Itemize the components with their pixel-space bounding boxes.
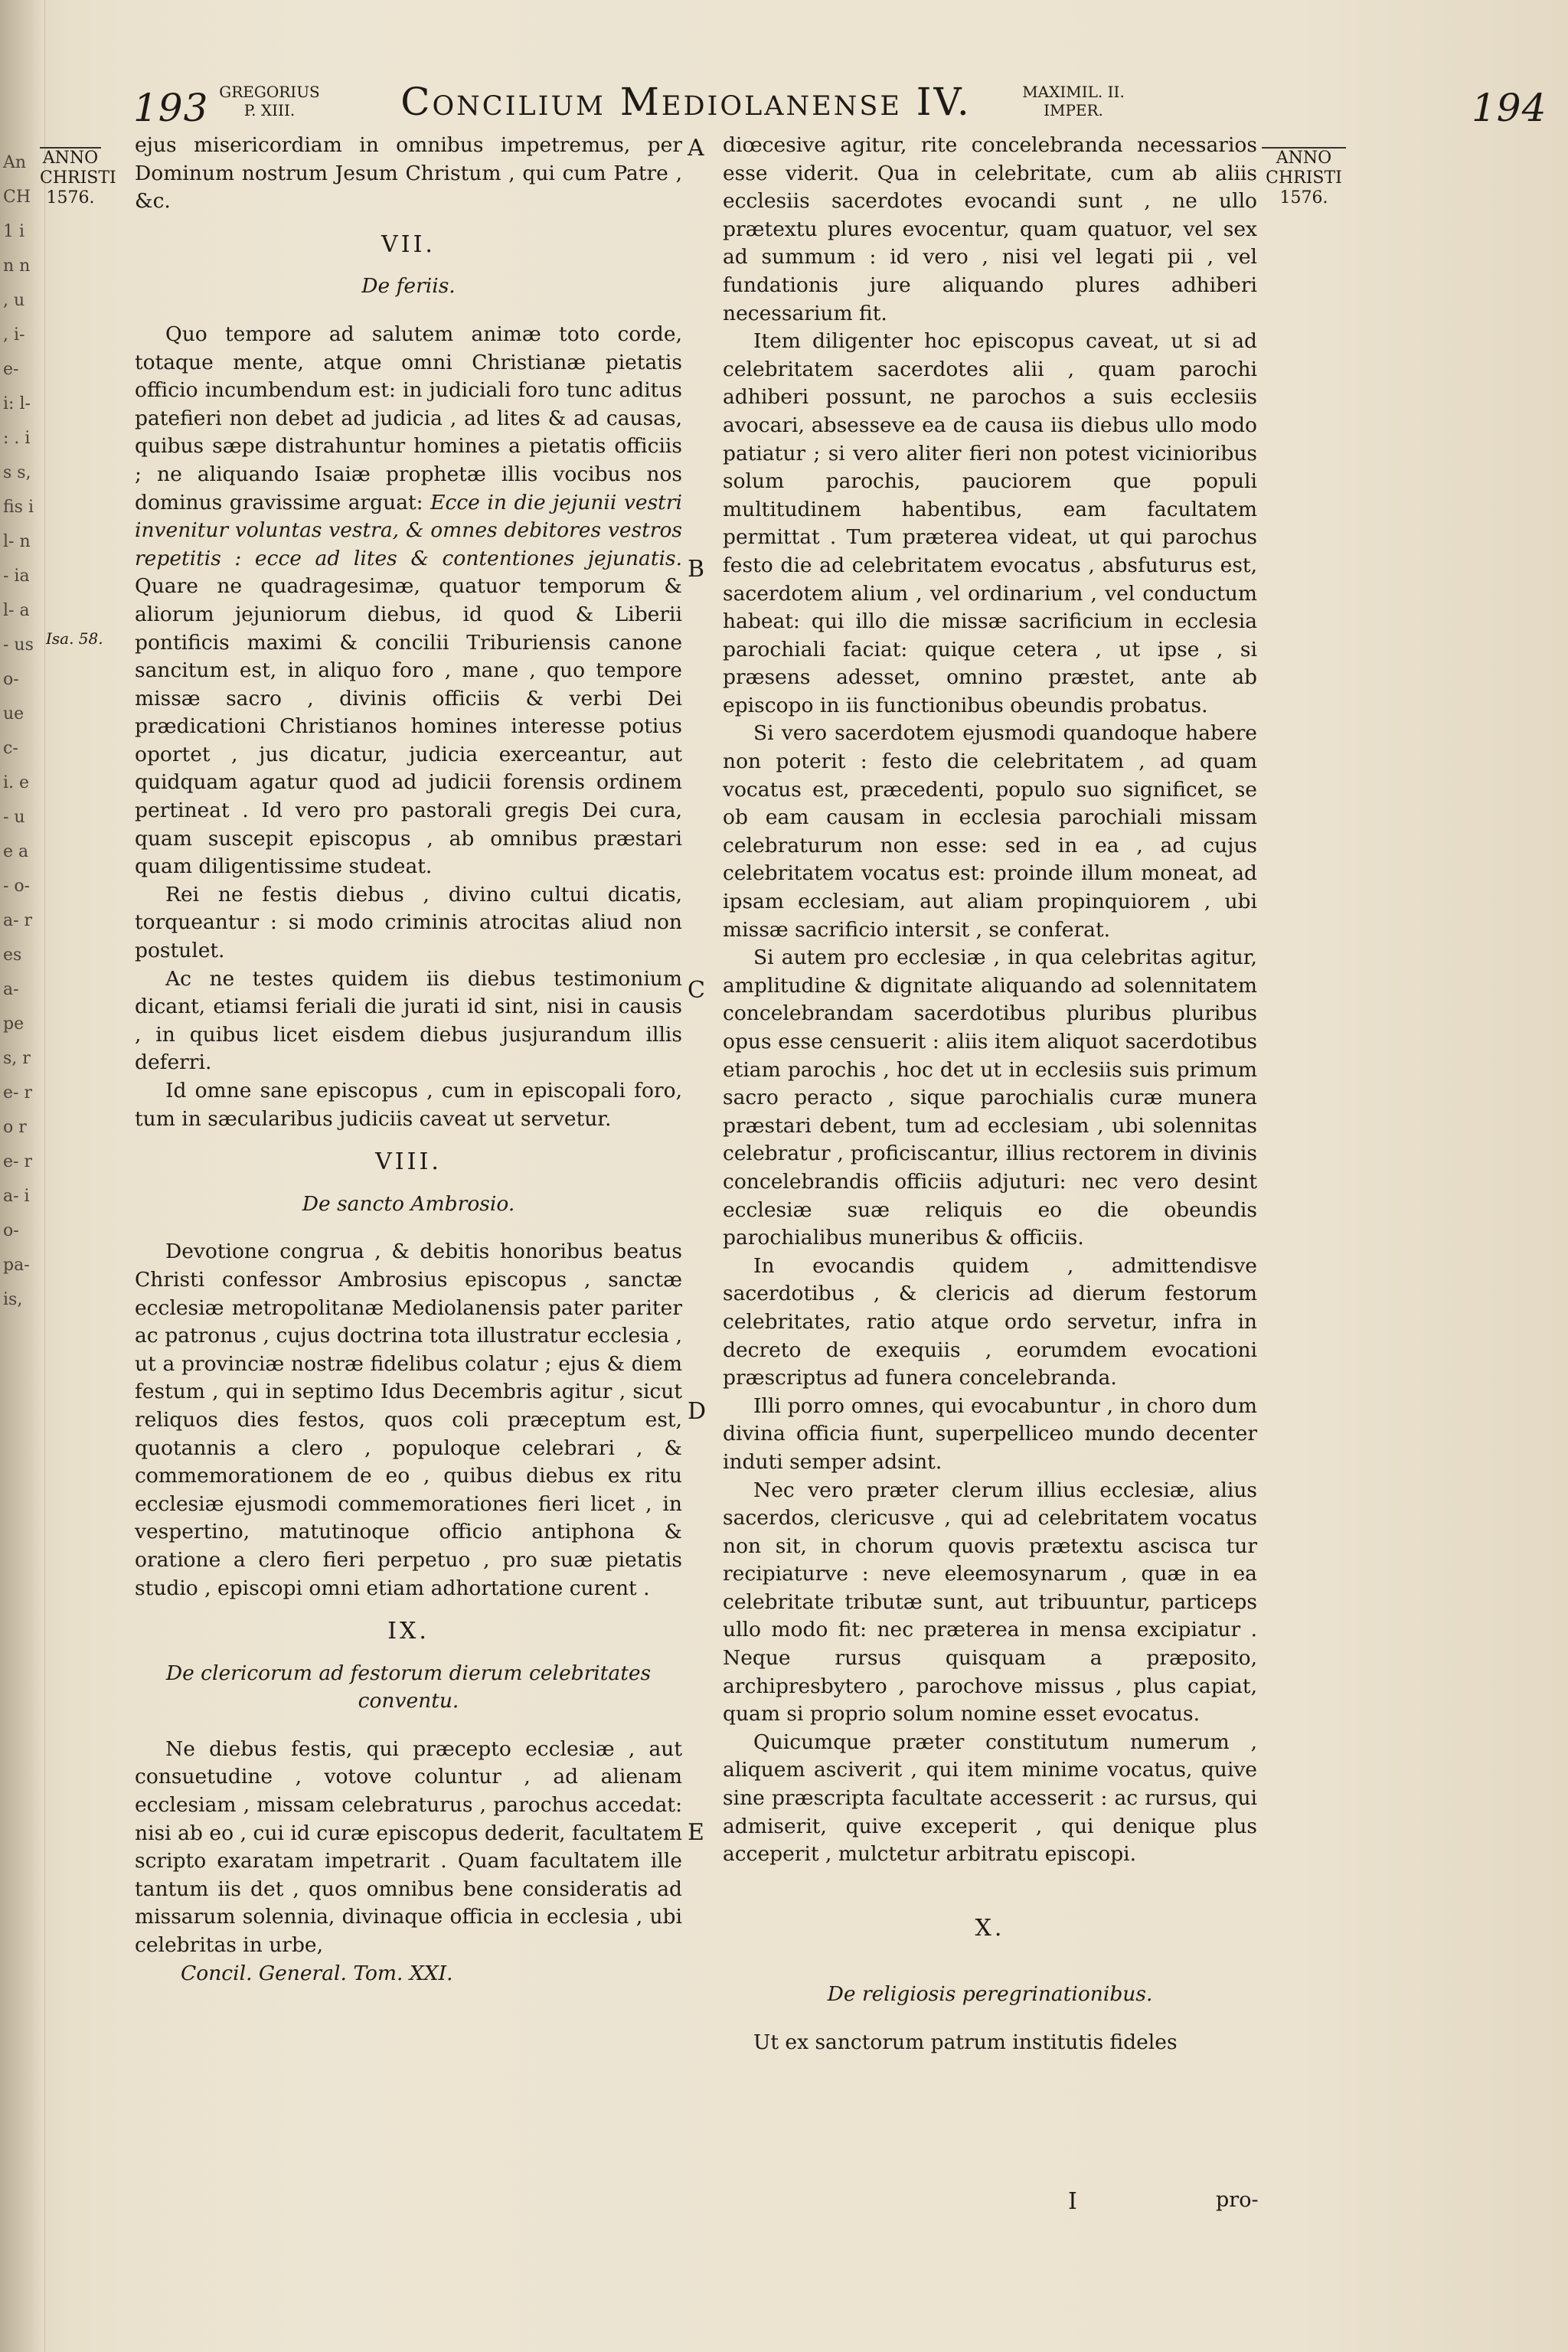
section-title: De clericorum ad festorum dierum celebritates conventu. — [165, 1661, 652, 1713]
section-number: X. — [975, 1914, 1005, 1942]
margin-year-left — [40, 147, 116, 208]
section-marker-e: E — [688, 1819, 704, 1846]
text-run: Quare ne quadragesimæ, quatuor temporum & aliorum jejuniorum diebus, id quod & Liberii pontificis maximi & concilii Triburiensis canone sancitum est, in aliquo foro , mane , quo tempore missæ sacro , divinis officiis & verbi Dei prædicationi Christianos homines interesse potius oportet , jus dicatur, judicia exerceantur, aut quidquam agatur quod ad judicii forensis ordinem pertineat . Id vero pro pastorali gregis Dei cura, quam suscepit episcopus , ab omnibus præstari quam diligentissime studeat. — [135, 574, 682, 879]
gutter-bleed-text: An CH 1 i n n , u , i- e- i: l- : . is s, fis il- n- ia l- a- us o- ue c- i. e- ue a- o- a- res a- pe s, re- ro re- ra- io- pa- is, — [3, 153, 34, 1309]
section-title: De religiosis peregrinationibus. — [827, 1982, 1153, 2007]
signature-mark: I — [1068, 2188, 1077, 2215]
page-number-left: 193 — [133, 86, 209, 130]
paragraph: Ne diebus festis, qui præcepto ecclesiæ , aut consuetudine , votove coluntur , ad alienam ecclesiam , missam celebraturus , parochus accedat: nisi ab eo , cui id curæ episcopus dederit, facultatem scripto exaratam impetrarit . Quam facultatem ille tantum iis det , quos omnibus bene consideratis ad missarum solennia, divinaque officia in ecclesia , ubi celebritas in urbe, — [135, 1736, 682, 1958]
running-title: Concilium Mediolanense IV. — [400, 80, 972, 124]
section-number: VII. — [381, 230, 436, 258]
section-number: IX. — [387, 1618, 430, 1645]
page-number-right: 194 — [1472, 86, 1547, 130]
paragraph: Nec vero præter clerum illius ecclesiæ, alius sacerdos, clericusve , qui ad celebritatem vocatus non sit, in chorum quovis prætextu ascisca tur recipiaturve : neve eleemosynarum , quæ in ea celebritate tributæ sunt, aut tribuuntur, particeps ullo modo fit: nec præterea in mensa excipiatur . Neque rursus quisquam a præposito, archipresbytero , parochove missus , plus capiat, quam si proprio solum nomine esset evocatus. — [723, 1478, 1257, 1726]
christi-label: CHRISTI — [40, 168, 116, 188]
section-number: VIII. — [375, 1148, 442, 1176]
section-marker-c: C — [688, 977, 705, 1004]
paragraph: Item diligenter hoc episcopus caveat, ut si ad celebritatem sacerdotes alii , quam parochi adhiberi possunt, ne parochos a suis ecclesiis avocari, absesseve ea de causa iis diebus ullo modo patiatur ; si vero aliter fieri non potest vicinioribus solum parochis, pauciorem que populi multitudinem habentibus, eam facultatem permittat . Tum præterea videat, ut qui parochus festo die ad celebritatem evocatus , absfuturus est, sacerdotem alium , vel ordinarium , vel conductum habeat: qui illo die missæ sacrificium in ecclesia parochiali faciat: quique cetera , ut ipse , si præsens adesset, omnino præstet, ante ab episcopo in iis functionibus obeundis probatus. — [723, 329, 1257, 717]
paragraph: diœcesive agitur, rite concelebranda necessarios esse viderit. Qua in celebritate, cum ab aliis ecclesiis sacerdotes evocandi sunt , ne ullo prætextu plures evocentur, quam quatuor, vel sex ad summum : id vero , nisi vel legati pii , vel fundationis jure aliquando plures adhiberi necessarium fit. — [723, 133, 1257, 325]
paragraph: Ut ex sanctorum patrum institutis fideles — [753, 2030, 1178, 2054]
paragraph — [135, 321, 682, 881]
right-column — [723, 132, 1257, 2057]
paragraph: Id omne sane episcopus , cum in episcopali foro, tum in sæcularibus judiciis caveat ut servetur. — [135, 1079, 682, 1131]
paragraph: Si vero sacerdotem ejusmodi quandoque habere non poterit : festo die celebritatem , ad quam vocatus est, præcedenti, populo suo significet, se ob eam causam in ecclesia parochiali missam celebraturum non esse: sed in ea , ad cujus celebritatem vocatus est: proinde illum moneat, ad ipsam ecclesiam, aut aliam propinquiorem , ubi missæ sacrificio intersit , se conferat. — [723, 721, 1257, 942]
binding-gutter — [0, 0, 45, 2352]
year-label: 1576. — [1279, 188, 1328, 207]
section-title: De sancto Ambrosio. — [302, 1191, 515, 1216]
anno-label: ANNO — [42, 149, 99, 168]
year-label: 1576. — [46, 188, 95, 207]
christi-label: CHRISTI — [1266, 168, 1342, 188]
paragraph: Quicumque præter constitutum numerum , aliquem asciverit , qui item minime vocatus, quive sine præscripta facultate accesserit : ac rursus, qui admiserit, quive exceperit , qui denique plus acceperit , mulctetur arbitratu episcopi. — [723, 1730, 1257, 1867]
anno-label: ANNO — [1276, 149, 1332, 168]
paragraph: Illi porro omnes, qui evocabuntur , in choro dum divina officia fiunt, superpelliceo mundo decenter induti semper adsint. — [723, 1393, 1257, 1474]
pope-number: P. XIII. — [243, 101, 296, 119]
paragraph: Devotione congrua , & debitis honoribus beatus Christi confessor Ambrosius episcopus , sanctæ ecclesiæ metropolitanæ Mediolanensis pater pariter ac patronus , cujus doctrina tota illustratur ecclesia , ut a provinciæ nostræ fidelibus colatur ; ejus & diem festum , qui in septimo Idus Decembris agitur , sicut reliquos dies festos, quos coli præceptum est, quotannis a clero , populoque celebrari , & commemorationem de eo , quibus diebus ex ritu ecclesiæ ejusmodi commemorationes fieri licet , in vespertino, matutinoque officio antiphona & oratione a clero fieri perpetuo , pro suæ pietatis studio , episcopi omni etiam adhortatione curent . — [135, 1240, 682, 1600]
emperor-title: IMPER. — [1044, 101, 1103, 119]
paragraph: Si autem pro ecclesiæ , in qua celebritas agitur, amplitudine & dignitate aliquando ad solennitatem concelebrandam sacerdotibus pluribus pluribus opus esse censuerit : aliis item aliquot sacerdotibus etiam parochis , hoc det ut in ecclesiis suis primum sacro peracto , sique parochialis curæ munera præstari debent, tum ad ecclesiam , ubi solennitas celebratur , proficiscantur, illius rectorem in divinis concelebrandis officiis adjuturi: nec vero desint ecclesiæ suæ reliquis eo die obeundis parochialibus muneribus & officiis. — [723, 946, 1257, 1250]
left-column — [135, 132, 682, 1988]
running-head-pope — [201, 83, 338, 119]
text-run: Quo tempore ad salutem animæ toto corde, totaque mente, atque omni Christianæ pietatis officio incumbendum est: in judiciali foro tunc aditus patefieri non debet ad judicia , ad lites & ad causas, quibus sæpe distrahuntur homines a pietatis officiis ; ne aliquando Isaiæ prophetæ illis vocibus nos dominus gravissime arguat: — [135, 322, 682, 514]
paragraph: ejus misericordiam in omnibus impetremus, per Dominum nostrum Jesum Christum , qui cum Patre , &c. — [135, 133, 682, 214]
section-marker-d: D — [688, 1398, 707, 1425]
pope-name: GREGORIUS — [219, 83, 320, 101]
scripture-quote: Ecce in die jejunii vestri invenitur voluntas vestra, & omnes debitores vestros repetitis : ecce ad lites & contentiones jejunatis. — [135, 490, 682, 570]
margin-reference-isaiah: Isa. 58. — [46, 629, 103, 648]
paragraph: Rei ne festis diebus , divino cultui dicatis, torqueantur : si modo criminis atrocitas aliud non postulet. — [135, 882, 682, 963]
volume-footer: Concil. General. Tom. XXI. — [181, 1961, 453, 1985]
section-marker-a: A — [688, 135, 704, 162]
section-marker-b: B — [688, 556, 705, 583]
catchword: pro- — [1216, 2188, 1259, 2212]
paragraph: Ac ne testes quidem iis diebus testimonium dicant, etiamsi feriali die jurati id sint, nisi in causis , in quibus licet eisdem diebus jusjurandum illis deferri. — [135, 966, 682, 1075]
paragraph: In evocandis quidem , admittendisve sacerdotibus , & clericis ad dierum festorum celebritates, ratio atque ordo servetur, infra in decreto de exequiis , eorumdem evocationi præscriptus ad funera concelebranda. — [723, 1253, 1257, 1390]
running-head-emperor — [1004, 83, 1142, 119]
emperor-name: MAXIMIL. II. — [1022, 83, 1125, 101]
section-title: De feriis. — [361, 274, 456, 299]
margin-year-right — [1262, 147, 1346, 208]
